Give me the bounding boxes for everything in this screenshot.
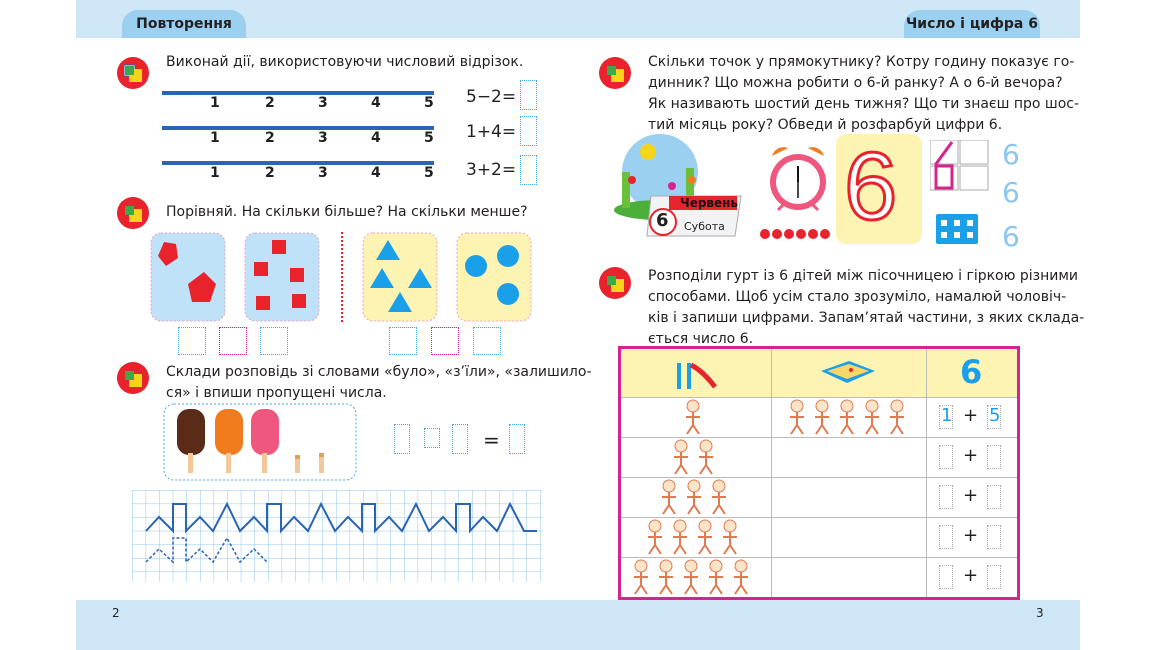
tick-label: 3 bbox=[318, 95, 328, 111]
slide-icon bbox=[673, 357, 719, 391]
row1-left-digit: 1 bbox=[941, 405, 953, 426]
triangles-card bbox=[362, 232, 438, 322]
task-icon bbox=[598, 266, 632, 300]
tick-label: 5 bbox=[424, 165, 434, 181]
number-line-3 bbox=[162, 157, 434, 182]
expression-3: 3+2= bbox=[466, 160, 517, 180]
writing-grid bbox=[132, 490, 542, 582]
tick-label: 1 bbox=[210, 130, 220, 146]
squares-card bbox=[244, 232, 320, 322]
answer-box[interactable] bbox=[452, 424, 468, 454]
circles-card bbox=[456, 232, 532, 322]
answer-box[interactable] bbox=[939, 525, 953, 549]
task-icon bbox=[116, 56, 150, 90]
number-line-1 bbox=[162, 87, 434, 112]
answer-box[interactable] bbox=[424, 428, 440, 448]
tick-label: 4 bbox=[371, 165, 381, 181]
task4-text-line4: тий місяць року? Обведи й розфарбуй цифри 6. bbox=[648, 117, 1003, 133]
answer-box[interactable] bbox=[520, 155, 537, 185]
left-page-number: 2 bbox=[112, 606, 120, 620]
trace-six-3: 6 bbox=[1002, 220, 1020, 253]
task-icon bbox=[116, 196, 150, 230]
trace-six-1: 6 bbox=[1002, 138, 1020, 171]
strawberries bbox=[759, 226, 833, 242]
row1-right-digit: 5 bbox=[989, 405, 1001, 426]
answer-box[interactable] bbox=[260, 327, 288, 355]
task5-text-line1: Розподіли гурт із 6 дітей між пісочницею і гіркою різними bbox=[648, 268, 1078, 284]
child-figures bbox=[683, 399, 703, 435]
calendar-number: 6 bbox=[656, 210, 669, 231]
tick-label: 4 bbox=[371, 130, 381, 146]
tick-label: 3 bbox=[318, 165, 328, 181]
tick-label: 5 bbox=[424, 95, 434, 111]
task2-text: Порівняй. На скільки більше? На скільки менше? bbox=[166, 204, 528, 220]
task4-text-line1: Скільки точок у прямокутнику? Котру годину показує го- bbox=[648, 54, 1075, 70]
task4-text-line2: динник? Що можна робити о 6-й ранку? А о 6-й вечора? bbox=[648, 75, 1063, 91]
divider bbox=[341, 232, 343, 322]
tick-label: 2 bbox=[265, 95, 275, 111]
tick-label: 2 bbox=[265, 130, 275, 146]
tick-label: 4 bbox=[371, 95, 381, 111]
sandbox-icon bbox=[817, 359, 879, 389]
answer-box[interactable] bbox=[520, 80, 537, 110]
child-figures bbox=[659, 479, 731, 515]
right-page-number: 3 bbox=[1036, 606, 1044, 620]
expression-2: 1+4= bbox=[466, 122, 517, 142]
plus-sign: + bbox=[963, 525, 979, 546]
expression-1: 5−2= bbox=[466, 87, 517, 107]
trace-six-2: 6 bbox=[1002, 176, 1020, 209]
answer-box[interactable] bbox=[431, 327, 459, 355]
task-icon bbox=[116, 361, 150, 395]
footer-band bbox=[76, 600, 1080, 650]
answer-box[interactable] bbox=[509, 424, 525, 454]
left-tab-label: Повторення bbox=[136, 16, 232, 32]
child-figures bbox=[787, 399, 911, 435]
tick-label: 1 bbox=[210, 95, 220, 111]
answer-box[interactable] bbox=[987, 485, 1001, 509]
split-table bbox=[618, 346, 1020, 600]
task1-text: Виконай дії, використовуючи числовий відрізок. bbox=[166, 54, 524, 70]
task5-text-line4: ється число 6. bbox=[648, 331, 754, 347]
task3-text-line1: Склади розповідь зі словами «було», «з’їли», «залишило- bbox=[166, 364, 592, 380]
answer-box[interactable] bbox=[987, 525, 1001, 549]
right-tab-label: Число і цифра 6 bbox=[905, 16, 1038, 32]
right-section-tab bbox=[904, 10, 1040, 38]
table-header-six: 6 bbox=[960, 353, 983, 391]
answer-box[interactable] bbox=[987, 445, 1001, 469]
plus-sign: + bbox=[963, 445, 979, 466]
answer-box[interactable] bbox=[178, 327, 206, 355]
answer-box[interactable] bbox=[394, 424, 410, 454]
answer-box[interactable] bbox=[939, 485, 953, 509]
tick-label: 3 bbox=[318, 130, 328, 146]
tick-label: 5 bbox=[424, 130, 434, 146]
answer-box[interactable] bbox=[987, 565, 1001, 589]
number-line-2 bbox=[162, 122, 434, 147]
ice-cream-card bbox=[163, 403, 357, 481]
equals-sign: = bbox=[483, 428, 500, 452]
child-figures bbox=[645, 519, 743, 555]
dots-rectangle bbox=[936, 214, 978, 244]
big-six: 6 bbox=[844, 133, 898, 240]
answer-box[interactable] bbox=[520, 116, 537, 146]
alarm-clock-icon bbox=[766, 142, 830, 220]
task3-text-line2: ся» і впиши пропущені числа. bbox=[166, 385, 387, 401]
plus-sign: + bbox=[963, 405, 979, 426]
answer-box[interactable] bbox=[473, 327, 501, 355]
answer-box[interactable] bbox=[939, 565, 953, 589]
task5-text-line2: способами. Щоб усім стало зрозуміло, намалюй чоловіч- bbox=[648, 289, 1067, 305]
task-icon bbox=[598, 56, 632, 90]
task4-text-line3: Як називають шостий день тижня? Що ти знаєш про шос- bbox=[648, 96, 1080, 112]
trace-boxes bbox=[930, 140, 990, 192]
left-section-tab bbox=[122, 10, 246, 38]
calendar-month: Червень bbox=[680, 196, 739, 210]
answer-box[interactable] bbox=[219, 327, 247, 355]
plus-sign: + bbox=[963, 565, 979, 586]
child-figures bbox=[671, 439, 717, 475]
pentagons-card bbox=[150, 232, 226, 322]
tick-label: 2 bbox=[265, 165, 275, 181]
answer-box[interactable] bbox=[389, 327, 417, 355]
child-figures bbox=[631, 559, 755, 595]
task5-text-line3: ків і запиши цифрами. Запам’ятай частини, з яких склада- bbox=[648, 310, 1085, 326]
answer-box[interactable] bbox=[939, 445, 953, 469]
plus-sign: + bbox=[963, 485, 979, 506]
calendar-day: Субота bbox=[684, 220, 725, 233]
tick-label: 1 bbox=[210, 165, 220, 181]
